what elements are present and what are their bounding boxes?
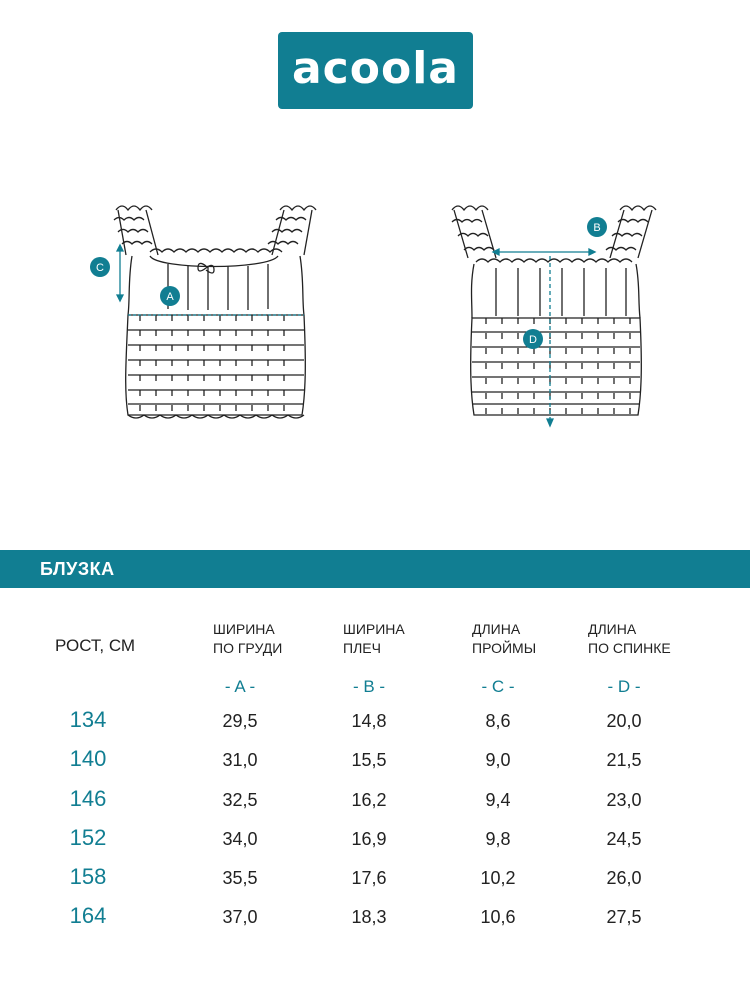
- height-column-header: РОСТ, СМ: [55, 636, 136, 655]
- logo-text: acoola: [291, 42, 459, 94]
- column-header-a-line1: ШИРИНА: [213, 621, 275, 637]
- row-height: 134: [69, 707, 107, 732]
- svg-text:C: C: [96, 262, 104, 274]
- column-header-c-line2: ПРОЙМЫ: [472, 640, 537, 656]
- product-banner: [0, 550, 750, 588]
- marker-c: [90, 257, 110, 277]
- row-value-b: 17,6: [351, 868, 387, 888]
- row-height: 152: [69, 825, 107, 850]
- column-letter-a: - A -: [224, 677, 256, 696]
- row-height: 158: [69, 864, 107, 889]
- column-letter-d: - D -: [607, 677, 641, 696]
- row-height: 164: [69, 903, 107, 928]
- row-value-d: 23,0: [606, 790, 642, 810]
- column-header-d-line2: ПО СПИНКЕ: [588, 640, 671, 656]
- row-value-d: 24,5: [606, 829, 642, 849]
- column-header-b-line1: ШИРИНА: [343, 621, 405, 637]
- row-value-d: 26,0: [606, 868, 642, 888]
- row-value-d: 27,5: [606, 907, 642, 927]
- row-value-b: 16,9: [351, 829, 387, 849]
- column-letter-c: - C -: [481, 677, 515, 696]
- row-value-c: 9,0: [485, 750, 511, 770]
- column-letter-b: - B -: [352, 677, 386, 696]
- marker-a: [160, 286, 180, 306]
- marker-d: [523, 329, 543, 349]
- row-value-c: 9,4: [485, 790, 511, 810]
- row-value-a: 32,5: [222, 790, 258, 810]
- row-value-a: 35,5: [222, 868, 258, 888]
- row-value-b: 14,8: [351, 711, 387, 731]
- row-value-a: 29,5: [222, 711, 258, 731]
- row-value-a: 31,0: [222, 750, 258, 770]
- svg-text:D: D: [529, 334, 537, 346]
- column-header-a: [213, 620, 282, 658]
- front-sketch: [88, 190, 328, 435]
- column-header-b: [343, 620, 405, 658]
- column-header-d-line1: ДЛИНА: [588, 621, 637, 637]
- row-value-b: 15,5: [351, 750, 387, 770]
- svg-text:B: B: [593, 222, 601, 234]
- column-header-c: [472, 620, 536, 658]
- row-value-c: 10,2: [480, 868, 516, 888]
- marker-b: [587, 217, 607, 237]
- column-header-d: [588, 620, 671, 658]
- row-value-b: 18,3: [351, 907, 387, 927]
- row-value-c: 9,8: [485, 829, 511, 849]
- brand-logo: [278, 32, 473, 109]
- row-value-d: 21,5: [606, 750, 642, 770]
- row-value-c: 8,6: [485, 711, 511, 731]
- row-value-b: 16,2: [351, 790, 387, 810]
- row-value-d: 20,0: [606, 711, 642, 731]
- column-header-a-line2: ПО ГРУДИ: [213, 640, 283, 656]
- row-value-a: 37,0: [222, 907, 258, 927]
- row-height: 140: [69, 746, 107, 771]
- column-header-c-line1: ДЛИНА: [472, 621, 521, 637]
- row-value-a: 34,0: [222, 829, 258, 849]
- row-height: 146: [69, 786, 107, 811]
- back-sketch: [440, 190, 680, 435]
- product-title: БЛУЗКА: [40, 559, 115, 579]
- svg-text:A: A: [166, 291, 174, 303]
- row-value-c: 10,6: [480, 907, 516, 927]
- column-header-b-line2: ПЛЕЧ: [343, 640, 381, 656]
